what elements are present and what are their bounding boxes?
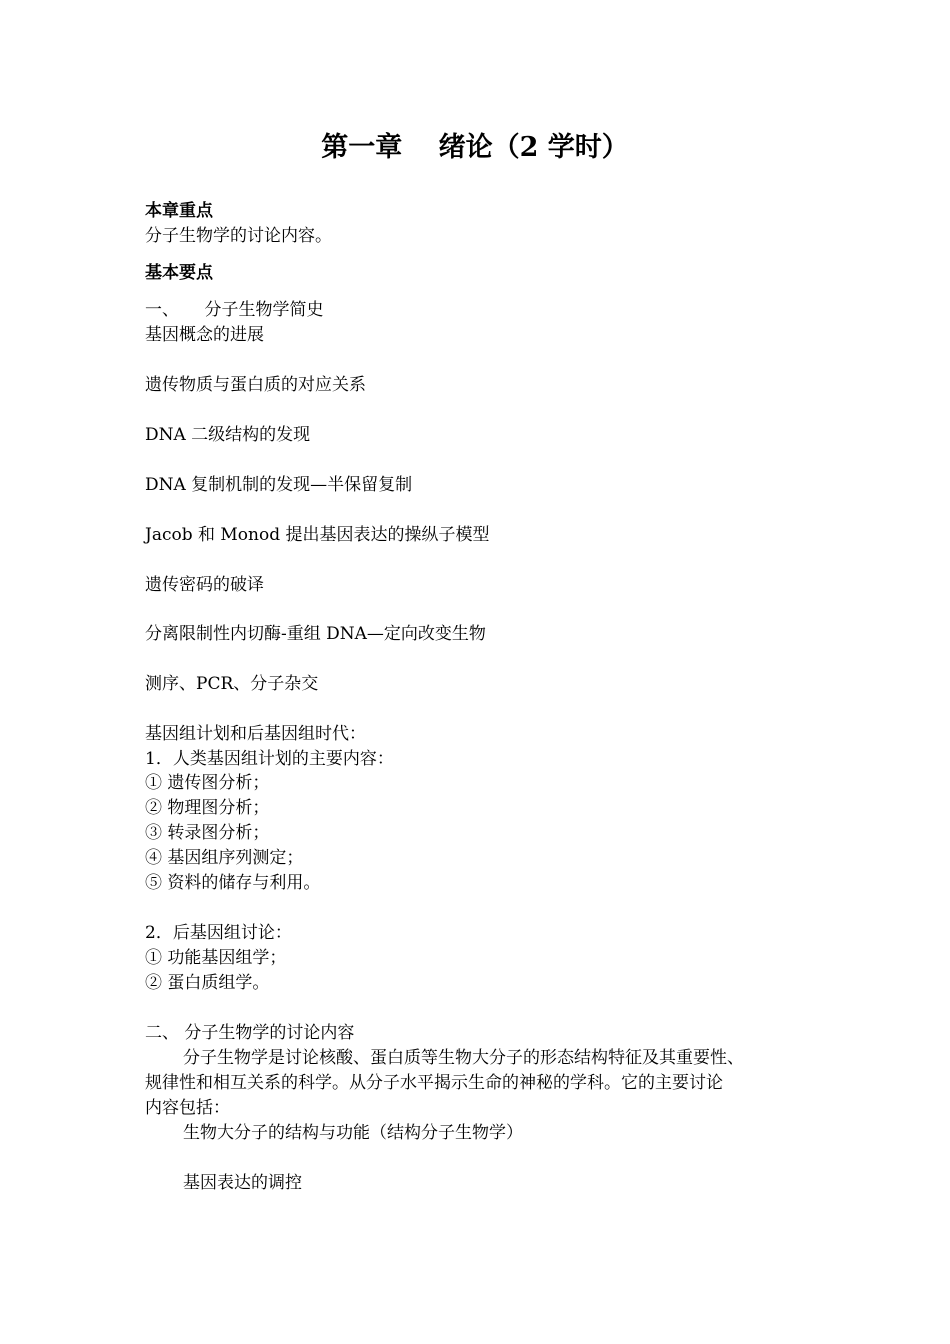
hgp-heading: 1．人类基因组计划的主要内容：	[145, 749, 394, 769]
chapter-title: 第一章 绪论（2 学时）	[321, 132, 629, 163]
hgp-item: ③ 转录图分析；	[145, 823, 270, 843]
section2-paragraph-line: 规律性和相互关系的科学。从分子水平揭示生命的神秘的学科。它的主要讨论	[145, 1073, 723, 1093]
hgp-item: ② 物理图分析；	[145, 798, 270, 818]
hgp-item: ① 遗传图分析；	[145, 773, 270, 793]
content-item: 基因表达的调控	[183, 1173, 302, 1193]
history-item: 遗传物质与蛋白质的对应关系	[145, 375, 366, 395]
history-item: DNA 复制机制的发现—半保留复制	[145, 475, 413, 495]
history-item: 测序、PCR、分子杂交	[145, 674, 319, 694]
focus-heading: 本章重点	[145, 201, 213, 221]
focus-text: 分子生物学的讨论内容。	[145, 226, 332, 246]
post-genome-item: ② 蛋白质组学。	[145, 973, 270, 993]
genome-heading: 基因组计划和后基因组时代：	[145, 724, 366, 744]
history-item: 分离限制性内切酶-重组 DNA—定向改变生物	[145, 624, 486, 644]
section2-paragraph-line: 内容包括：	[145, 1098, 230, 1118]
points-heading: 基本要点	[145, 263, 213, 283]
history-item: DNA 二级结构的发现	[145, 425, 311, 445]
content-item: 生物大分子的结构与功能（结构分子生物学）	[183, 1123, 523, 1143]
hgp-item: ④ 基因组序列测定；	[145, 848, 304, 868]
post-genome-item: ① 功能基因组学；	[145, 948, 287, 968]
section2-heading: 二、 分子生物学的讨论内容	[145, 1023, 355, 1043]
post-genome-heading: 2．后基因组讨论：	[145, 923, 292, 943]
history-item: 遗传密码的破译	[145, 575, 264, 595]
history-item: Jacob 和 Monod 提出基因表达的操纵子模型	[145, 525, 490, 545]
hgp-item: ⑤ 资料的储存与利用。	[145, 873, 321, 893]
history-item: 基因概念的进展	[145, 325, 264, 345]
section1-heading: 一、 分子生物学简史	[145, 300, 324, 320]
section2-paragraph-line: 分子生物学是讨论核酸、蛋白质等生物大分子的形态结构特征及其重要性、	[183, 1048, 744, 1068]
